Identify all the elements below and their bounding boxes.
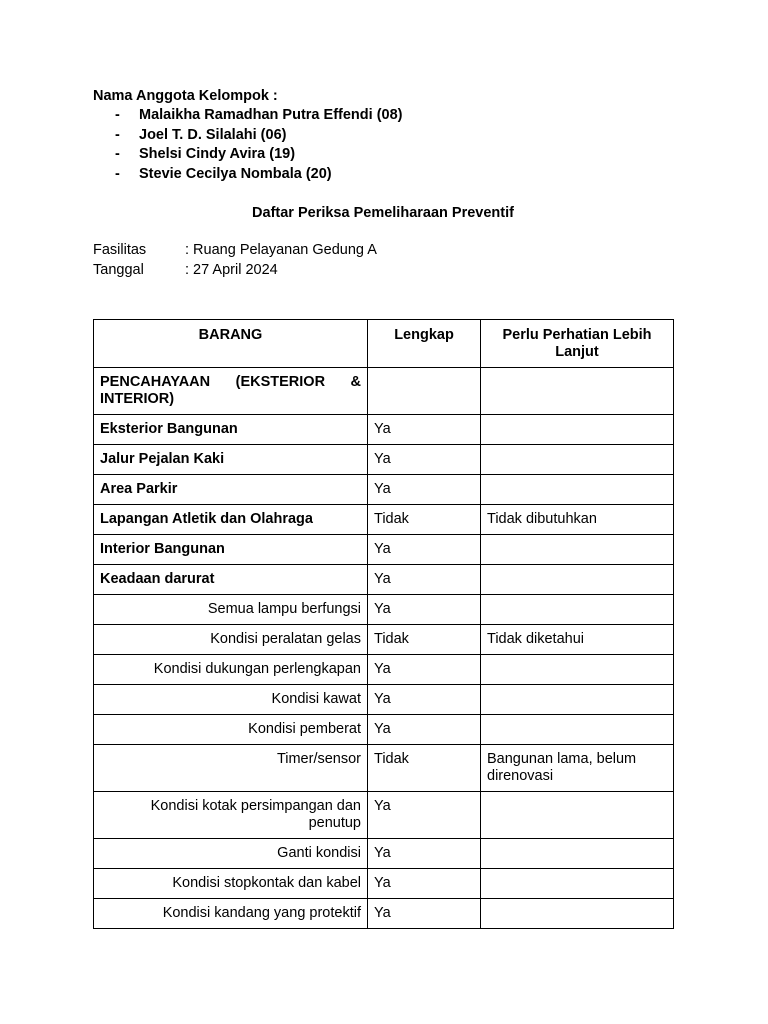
note-cell: [481, 869, 674, 899]
table-row: [94, 415, 674, 445]
table-row: [94, 565, 674, 595]
note-cell: [481, 715, 674, 745]
complete-cell: Ya: [368, 655, 481, 685]
table-header-row: [94, 320, 674, 368]
member-name: Shelsi Cindy Avira (19): [139, 146, 296, 162]
table-row: [94, 445, 674, 475]
complete-cell: Ya: [368, 792, 481, 839]
item-cell: Kondisi stopkontak dan kabel: [94, 869, 368, 899]
item-cell: Lapangan Atletik dan Olahraga: [94, 505, 368, 535]
date-label: Tanggal: [93, 261, 144, 278]
note-cell: [481, 445, 674, 475]
meta-row-facility: [93, 241, 673, 261]
table-row: [94, 535, 674, 565]
members-heading: Nama Anggota Kelompok :: [93, 88, 278, 104]
header-complete: Lengkap: [368, 320, 481, 368]
date-value: : 27 April 2024: [185, 261, 278, 278]
complete-cell: Ya: [368, 715, 481, 745]
note-cell: [481, 655, 674, 685]
complete-cell: Ya: [368, 839, 481, 869]
member-item: [93, 126, 673, 146]
document-title: Daftar Periksa Pemeliharaan Preventif: [252, 205, 514, 221]
note-cell: [481, 415, 674, 445]
checklist-table: [93, 319, 674, 929]
item-cell: Interior Bangunan: [94, 535, 368, 565]
item-cell: PENCAHAYAAN (EKSTERIOR & INTERIOR): [94, 368, 368, 415]
item-cell: Kondisi kawat: [94, 685, 368, 715]
member-name: Stevie Cecilya Nombala (20): [139, 165, 332, 182]
table-row: [94, 368, 674, 415]
table-row: [94, 715, 674, 745]
item-cell: Eksterior Bangunan: [94, 415, 368, 445]
note-cell: [481, 595, 674, 625]
table-row: [94, 792, 674, 839]
complete-cell: Ya: [368, 869, 481, 899]
item-cell: Area Parkir: [94, 475, 368, 505]
document-page: [93, 87, 673, 280]
note-cell: [481, 535, 674, 565]
complete-cell: Ya: [368, 595, 481, 625]
table-row: [94, 899, 674, 929]
member-item: [93, 165, 673, 185]
table-row: [94, 475, 674, 505]
bullet-dash: -: [115, 107, 120, 123]
complete-cell: Tidak: [368, 745, 481, 792]
item-cell: Kondisi pemberat: [94, 715, 368, 745]
bullet-dash: -: [115, 165, 120, 182]
item-cell: Ganti kondisi: [94, 839, 368, 869]
table-row: [94, 505, 674, 535]
complete-cell: Ya: [368, 415, 481, 445]
note-cell: [481, 685, 674, 715]
note-cell: [481, 792, 674, 839]
table-row: [94, 655, 674, 685]
header-further-attention: Perlu Perhatian Lebih Lanjut: [481, 320, 674, 368]
item-cell: Semua lampu berfungsi: [94, 595, 368, 625]
table-row: [94, 869, 674, 899]
complete-cell: Tidak: [368, 505, 481, 535]
member-item: [93, 145, 673, 165]
meta-block: [93, 241, 673, 280]
meta-row-date: [93, 261, 673, 281]
item-cell: Keadaan darurat: [94, 565, 368, 595]
item-cell: Kondisi peralatan gelas: [94, 625, 368, 655]
complete-cell: Ya: [368, 565, 481, 595]
table-row: [94, 685, 674, 715]
note-cell: Bangunan lama, belum direnovasi: [481, 745, 674, 792]
table-row: [94, 745, 674, 792]
complete-cell: Ya: [368, 475, 481, 505]
note-cell: Tidak diketahui: [481, 625, 674, 655]
note-cell: [481, 565, 674, 595]
complete-cell: Ya: [368, 899, 481, 929]
member-name: Malaikha Ramadhan Putra Effendi (08): [139, 107, 403, 123]
table-row: [94, 839, 674, 869]
header-item: BARANG: [94, 320, 368, 368]
note-cell: [481, 839, 674, 869]
bullet-dash: -: [115, 126, 120, 143]
item-cell: Timer/sensor: [94, 745, 368, 792]
complete-cell: Tidak: [368, 625, 481, 655]
facility-label: Fasilitas: [93, 242, 147, 258]
item-cell: Jalur Pejalan Kaki: [94, 445, 368, 475]
member-item: [93, 106, 673, 126]
item-cell: Kondisi kandang yang protektif: [94, 899, 368, 929]
note-cell: [481, 368, 674, 415]
table-row: [94, 595, 674, 625]
table-row: [94, 625, 674, 655]
bullet-dash: -: [115, 146, 120, 162]
note-cell: [481, 899, 674, 929]
item-cell: Kondisi dukungan perlengkapan: [94, 655, 368, 685]
member-name: Joel T. D. Silalahi (06): [139, 126, 287, 143]
facility-value: : Ruang Pelayanan Gedung A: [185, 242, 377, 258]
note-cell: [481, 475, 674, 505]
complete-cell: Ya: [368, 535, 481, 565]
members-list: [93, 106, 673, 184]
complete-cell: Ya: [368, 685, 481, 715]
note-cell: Tidak dibutuhkan: [481, 505, 674, 535]
complete-cell: Ya: [368, 445, 481, 475]
item-cell: Kondisi kotak persimpangan dan penutup: [94, 792, 368, 839]
complete-cell: [368, 368, 481, 415]
